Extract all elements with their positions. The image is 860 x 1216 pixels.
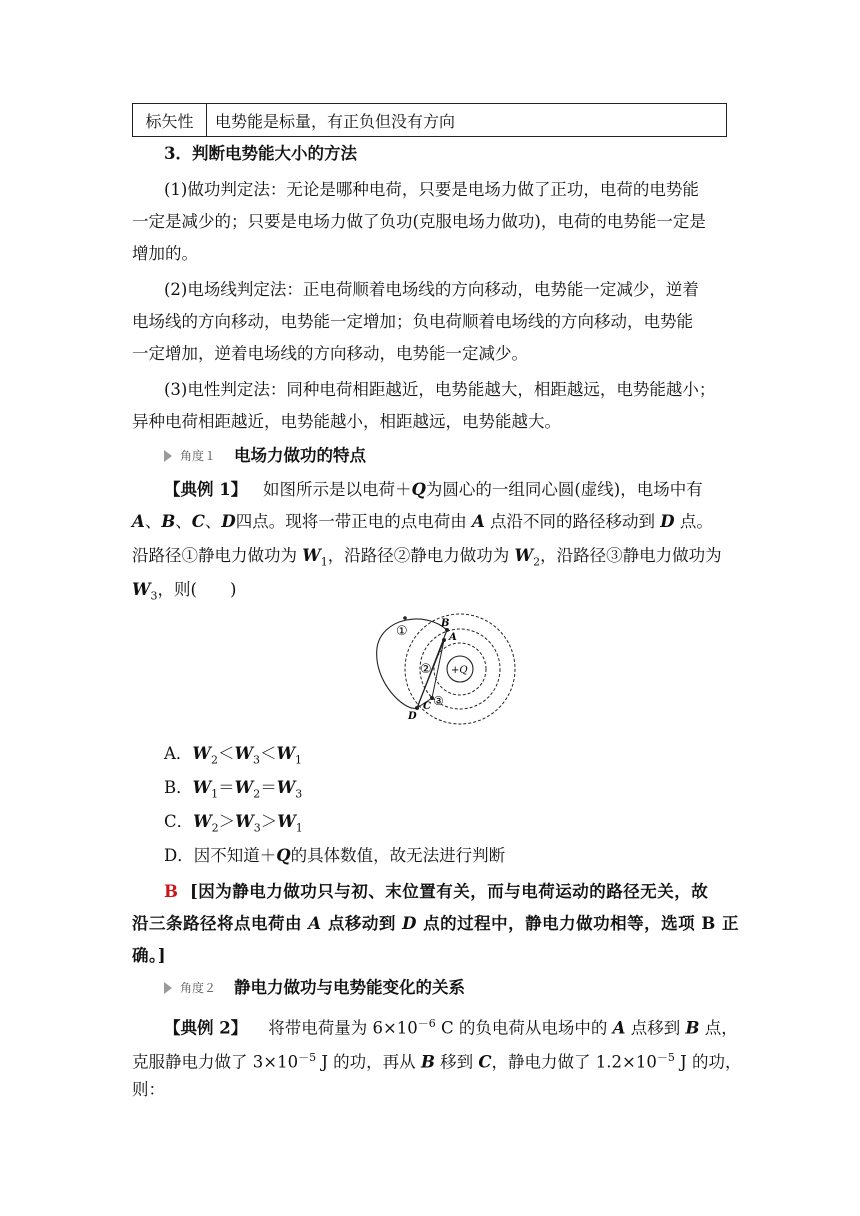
angle1-title: 电场力做功的特点 bbox=[234, 446, 367, 465]
var-a: A bbox=[132, 512, 145, 531]
option-prefix: D． bbox=[164, 846, 194, 865]
var-w: W bbox=[234, 778, 254, 797]
text: C 的负电荷从电场中的 bbox=[435, 1018, 608, 1038]
example1-line1 bbox=[164, 478, 703, 502]
subscript: 3 bbox=[295, 787, 303, 801]
point-a-dot bbox=[442, 638, 446, 642]
text: 、 bbox=[204, 512, 222, 531]
example1-label: 【典例 1】 bbox=[164, 480, 248, 499]
concentric-circles-figure bbox=[365, 612, 535, 727]
var-c: C bbox=[478, 1052, 492, 1072]
point-a-label: A bbox=[449, 632, 457, 643]
point-d-label: D bbox=[408, 711, 417, 722]
method1-line3: 增加的。 bbox=[132, 244, 198, 263]
text: 、 bbox=[144, 512, 162, 531]
example1-line4 bbox=[132, 578, 236, 608]
angle2-tag: 角度２ bbox=[180, 981, 217, 995]
angle1-tag: 角度１ bbox=[180, 449, 217, 463]
angle1-heading bbox=[164, 444, 366, 468]
subscript: 1 bbox=[211, 787, 219, 801]
text: 点沿不同的路径移动到 bbox=[490, 512, 656, 531]
subscript: 1 bbox=[295, 821, 303, 835]
subscript: 1 bbox=[320, 555, 328, 569]
subscript: 3 bbox=[150, 589, 158, 603]
example1-line3 bbox=[132, 544, 722, 574]
table-row bbox=[133, 104, 727, 137]
method3-line1: (3)电性判定法：同种电荷相距越近，电势能越大，相距越远，电势能越小； bbox=[164, 380, 716, 399]
option-a bbox=[164, 742, 302, 772]
example1-line2 bbox=[132, 510, 713, 534]
option-prefix: B． bbox=[164, 778, 193, 797]
text: 点移到 bbox=[630, 1018, 681, 1038]
var-w: W bbox=[193, 812, 212, 831]
answer-letter: B bbox=[164, 882, 179, 901]
angle2-heading bbox=[164, 976, 465, 1000]
var-d: D bbox=[660, 512, 675, 531]
method2-line1: (2)电场线判定法：正电荷顺着电场线的方向移动，电势能一定减少，逆着 bbox=[164, 280, 699, 299]
triangle-marker-icon bbox=[164, 982, 172, 994]
text: 为圆心的一组同心圆(虚线)，电场中有 bbox=[425, 480, 703, 499]
var-w: W bbox=[514, 546, 534, 565]
text: 点。 bbox=[679, 512, 713, 531]
var-c: C bbox=[191, 512, 205, 531]
var-w: W bbox=[192, 778, 212, 797]
example2-label: 【典例 2】 bbox=[164, 1018, 248, 1038]
angle2-title: 静电力做功与电势能变化的关系 bbox=[234, 978, 466, 997]
text: 因不知道＋ bbox=[193, 846, 277, 865]
text: 移到 bbox=[440, 1052, 474, 1072]
var-q: Q bbox=[411, 480, 426, 499]
text: 点， bbox=[704, 1018, 738, 1038]
text: 点的过程中，静电力做功相等，选项 B 正 bbox=[423, 914, 740, 933]
text: ＝ bbox=[260, 778, 277, 797]
var-w: W bbox=[192, 744, 211, 763]
text: ，沿路径②静电力做功为 bbox=[327, 546, 510, 565]
option-d bbox=[164, 844, 505, 868]
text: ，则( ) bbox=[157, 580, 237, 599]
subscript: 2 bbox=[210, 753, 218, 767]
point-c-label: C bbox=[423, 701, 431, 712]
method2-line3: 一定增加，逆着电场线的方向移动，电势能一定减少。 bbox=[132, 344, 528, 363]
subscript: 3 bbox=[252, 753, 260, 767]
text: 将带电荷量为 6×10 bbox=[268, 1018, 418, 1038]
var-w: W bbox=[234, 744, 253, 763]
option-c bbox=[164, 810, 303, 840]
subscript: 2 bbox=[253, 787, 261, 801]
exponent: －5 bbox=[656, 1051, 675, 1064]
var-a: A bbox=[471, 512, 485, 531]
section-title: 3．判断电势能大小的方法 bbox=[164, 144, 357, 163]
table-key-cell: 标矢性 bbox=[133, 104, 207, 137]
point-b-label: B bbox=[441, 618, 450, 629]
example2-line2 bbox=[132, 1046, 741, 1075]
exponent: －5 bbox=[298, 1051, 317, 1064]
var-w: W bbox=[276, 778, 296, 797]
exponent: －6 bbox=[417, 1017, 436, 1030]
text: J 的功，再从 bbox=[316, 1052, 416, 1072]
var-d: D bbox=[221, 512, 236, 531]
answer1-line1 bbox=[164, 880, 708, 904]
text: 、 bbox=[175, 512, 192, 531]
text: 如图所示是以电荷＋ bbox=[262, 480, 412, 499]
text: [因为静电力做功只与初、末位置有关，而与电荷运动的路径无关，故 bbox=[189, 882, 709, 901]
var-w: W bbox=[277, 812, 296, 831]
var-q: Q bbox=[276, 846, 291, 865]
path-1-label: ① bbox=[396, 624, 408, 639]
example2-line3: 则： bbox=[132, 1080, 165, 1099]
var-w: W bbox=[302, 546, 321, 565]
var-b: B bbox=[420, 1052, 435, 1072]
subscript: 1 bbox=[295, 753, 303, 767]
option-prefix: A． bbox=[164, 744, 193, 763]
example2-line1 bbox=[164, 1012, 738, 1041]
subscript: 2 bbox=[211, 821, 219, 835]
path-3-label: ③ bbox=[433, 694, 444, 708]
text: ＜ bbox=[259, 744, 277, 763]
method1-line1: (1)做功判定法：无论是哪种电荷，只要是电场力做了正功，电荷的电势能 bbox=[164, 180, 699, 199]
var-a: A bbox=[308, 914, 322, 933]
property-table bbox=[132, 103, 727, 137]
answer1-line2 bbox=[132, 912, 739, 936]
table-value-cell: 电势能是标量，有正负但没有方向 bbox=[207, 104, 727, 137]
text: ＜ bbox=[217, 744, 235, 763]
text: 沿路径①静电力做功为 bbox=[132, 546, 297, 565]
text: 克服静电力做了 3×10 bbox=[132, 1052, 299, 1072]
method3-line2: 异种电荷相距越近，电势能越小，相距越远，电势能越大。 bbox=[132, 412, 561, 431]
text: ＝ bbox=[218, 778, 235, 797]
var-b: B bbox=[685, 1018, 700, 1038]
var-d: D bbox=[402, 914, 417, 933]
answer1-line3: 确。] bbox=[132, 946, 167, 965]
method1-line2: 一定是减少的；只要是电场力做了负功(克服电场力做功)，电荷的电势能一定是 bbox=[132, 212, 706, 231]
triangle-marker-icon bbox=[164, 450, 172, 462]
text: 点移动到 bbox=[327, 914, 396, 933]
text: ，沿路径③静电力做功为 bbox=[540, 546, 722, 565]
subscript: 2 bbox=[533, 555, 541, 569]
text: ＞ bbox=[218, 812, 236, 831]
option-prefix: C． bbox=[164, 812, 194, 831]
path-2-label: ② bbox=[420, 662, 432, 677]
text: J 的功， bbox=[674, 1052, 742, 1072]
text: ，静电力做了 1.2×10 bbox=[491, 1052, 657, 1072]
var-w: W bbox=[132, 580, 151, 599]
text: 的具体数值，故无法进行判断 bbox=[290, 846, 506, 865]
method2-line2: 电场线的方向移动，电势能一定增加；负电荷顺着电场线的方向移动，电势能 bbox=[132, 312, 693, 331]
charge-label: +Q bbox=[451, 665, 468, 676]
subscript: 3 bbox=[253, 821, 261, 835]
var-b: B bbox=[161, 512, 176, 531]
text: ＞ bbox=[260, 812, 278, 831]
option-b bbox=[164, 776, 302, 806]
text: 四点。现将一带正电的点电荷由 bbox=[235, 512, 467, 531]
var-w: W bbox=[235, 812, 254, 831]
point-d-dot bbox=[415, 706, 419, 710]
path-dot bbox=[403, 616, 407, 620]
var-w: W bbox=[276, 744, 296, 763]
var-a: A bbox=[612, 1018, 626, 1038]
text: 沿三条路径将点电荷由 bbox=[132, 914, 302, 933]
